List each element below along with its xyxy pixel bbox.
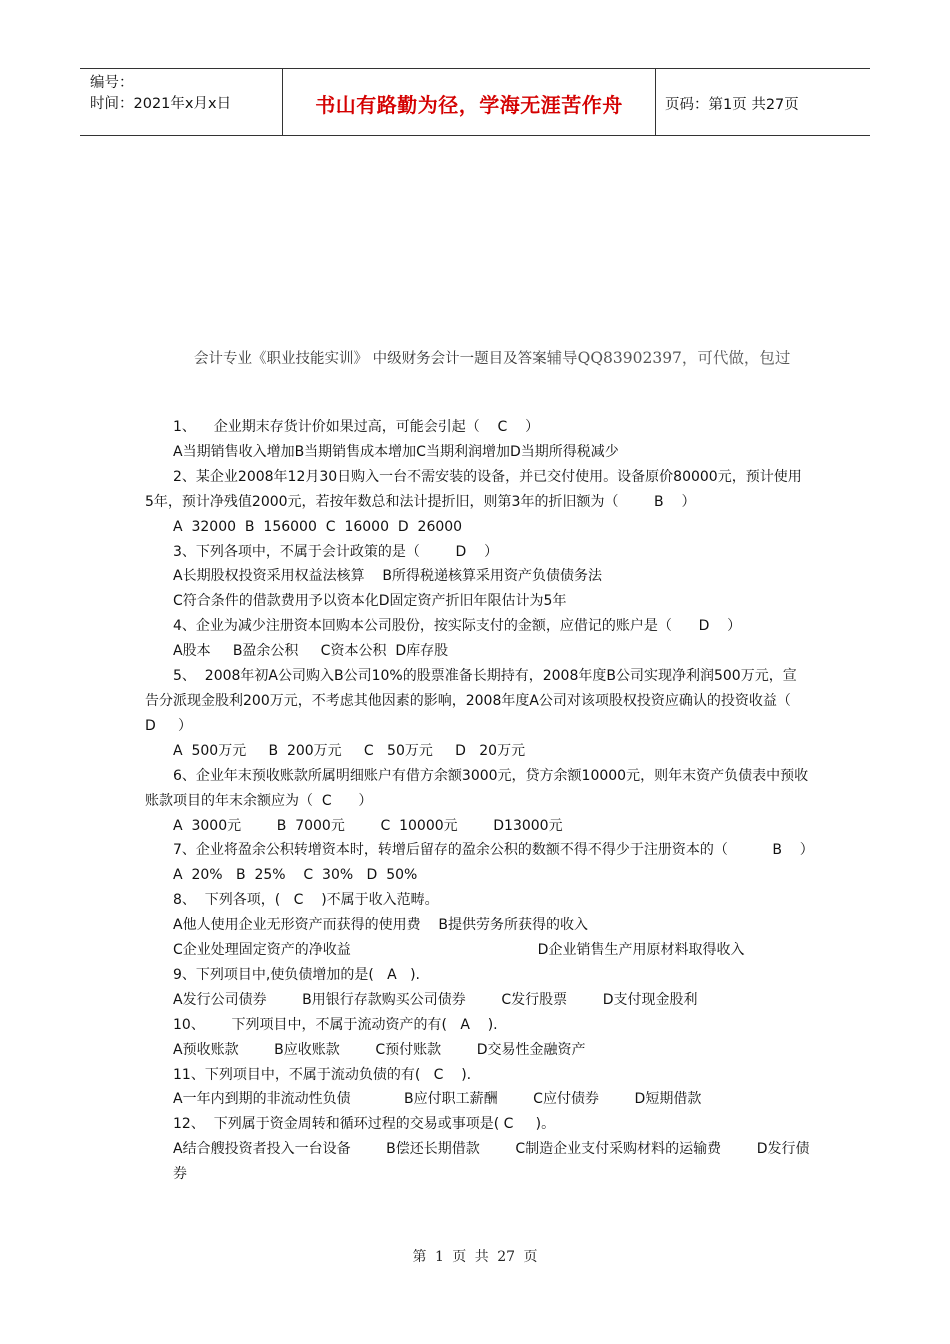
answer-options: A 500万元 B 200万元 C 50万元 D 20万元: [173, 742, 526, 759]
document-date-label: 时间：2021年x月x日: [90, 96, 232, 112]
question-text: 3、下列各项中，不属于会计政策的是（ D ）: [173, 543, 499, 560]
header-divider-left: [282, 69, 283, 135]
question-text: 7、企业将盈余公积转增资本时，转增后留存的盈余公积的数额不得不得少于注册资本的（ B ）: [173, 842, 814, 859]
answer-options: A股本 B盈余公积 C资本公积 D库存股: [173, 643, 449, 660]
question-list: [145, 415, 818, 1187]
answer-options: A 3000元 B 7000元 C 10000元 D13000元: [173, 817, 563, 834]
document-title-main: 会计专业《职业技能实训》 中级财务会计一题目及答案: [194, 351, 547, 367]
header-divider-right: [655, 69, 656, 135]
answer-options: C符合条件的借款费用予以资本化D固定资产折旧年限估计为5年: [173, 593, 567, 610]
question-text: 1、 企业期末存货计价如果过高，可能会引起（ C ）: [173, 419, 540, 435]
answer-options: A当期销售收入增加B当期销售成本增加C当期利润增加D当期所得税减少: [173, 443, 619, 460]
header-motto: 书山有路勤为径，学海无涯苦作舟: [315, 93, 623, 117]
question-text: 5、 2008年初A公司购入B公司10%的股票准备长期持有，2008年度B公司实现净利润500万元，宣告分派现金股利200万元，不考虑其他因素的影响，2008年度A公司对该项股权投资应确认的投资收益（ D ）: [145, 668, 818, 734]
document-title: [194, 346, 790, 368]
question-text: 11、下列项目中，不属于流动负债的有( C ).: [173, 1066, 472, 1083]
answer-options: A结合艘投资者投入一台设备 B偿还长期借款 C制造企业支付采购材料的运输费 D发行债券: [173, 1141, 810, 1183]
answer-options: A发行公司债券 B用银行存款购买公司债券 C发行股票 D支付现金股利: [173, 991, 698, 1008]
question-text: 8、 下列各项，( C )不属于收入范畴。: [173, 892, 439, 909]
page-footer: 第 1 页 共 27 页: [412, 1249, 538, 1265]
question-text: 9、下列项目中,使负债增加的是( A ).: [173, 966, 421, 983]
answer-options: A 20% B 25% C 30% D 50%: [173, 867, 418, 884]
page-header: [80, 68, 870, 136]
question-text: 4、企业为减少注册资本回购本公司股份，按实际支付的金额，应借记的账户是（ D ）: [173, 618, 742, 635]
question-text: 6、企业年末预收账款所属明细账户有借方余额3000元，贷方余额10000元，则年末资产负债表中预收账款项目的年末余额应为（ C ）: [145, 767, 809, 809]
question-text: 10、 下列项目中，不属于流动资产的有( A ).: [173, 1016, 498, 1033]
question-text: 12、 下列属于资金周转和循环过程的交易或事项是( C )。: [173, 1116, 556, 1133]
document-title-note: 辅导QQ83902397，可代做，包过: [546, 349, 791, 367]
answer-options: A预收账款 B应收账款 C预付账款 D交易性金融资产: [173, 1041, 586, 1058]
question-text: 2、某企业2008年12月30日购入一台不需安装的设备，并已交付使用。设备原价80000元，预计使用5年，预计净残值2000元，若按年数总和法计提折旧，则第3年的折旧额为（ B ）: [145, 468, 802, 510]
header-page-info: 页码：第1页 共27页: [665, 97, 799, 113]
header-meta: [90, 73, 231, 115]
answer-options: A长期股权投资采用权益法核算 B所得税递核算采用资产负债债务法: [173, 568, 602, 585]
answer-options: A 32000 B 156000 C 16000 D 26000: [173, 518, 463, 535]
document-number-label: 编号：: [90, 75, 134, 91]
answer-options: A一年内到期的非流动性负债 B应付职工薪酬 C应付债券 D短期借款: [173, 1091, 702, 1108]
answer-options: C企业处理固定资产的净收益 D企业销售生产用原材料取得收入: [173, 942, 745, 959]
answer-options: A他人使用企业无形资产而获得的使用费 B提供劳务所获得的收入: [173, 917, 588, 934]
